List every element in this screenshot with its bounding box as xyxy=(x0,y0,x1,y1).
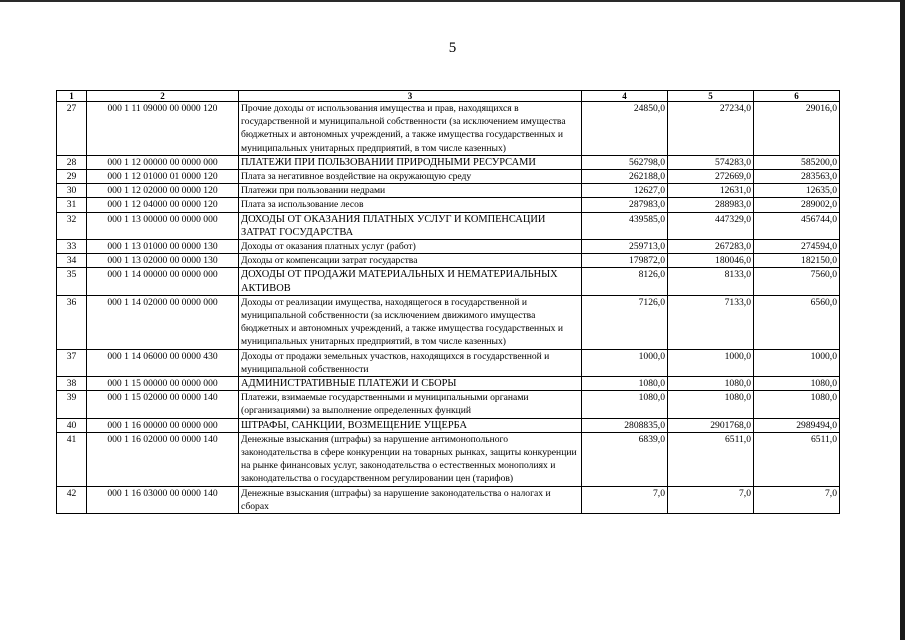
row-value-2: 267283,0 xyxy=(668,240,754,254)
table-row xyxy=(57,184,840,198)
row-value-2: 447329,0 xyxy=(668,212,754,239)
row-value-2: 27234,0 xyxy=(668,102,754,156)
row-value-1: 7126,0 xyxy=(582,295,668,349)
table-body xyxy=(57,102,840,514)
row-number: 29 xyxy=(57,170,87,184)
row-number: 38 xyxy=(57,377,87,391)
row-code: 000 1 16 03000 00 0000 140 xyxy=(87,486,239,513)
column-header-value-2: 5 xyxy=(668,91,754,102)
row-number: 31 xyxy=(57,198,87,212)
row-value-3: 7560,0 xyxy=(754,268,840,295)
row-value-2: 180046,0 xyxy=(668,254,754,268)
table-row xyxy=(57,268,840,295)
row-name: Платежи при пользовании недрами xyxy=(239,184,582,198)
row-value-2: 2901768,0 xyxy=(668,418,754,432)
row-name: Плата за негативное воздействие на окружающую среду xyxy=(239,170,582,184)
row-name: ДОХОДЫ ОТ ПРОДАЖИ МАТЕРИАЛЬНЫХ И НЕМАТЕРИАЛЬНЫХ АКТИВОВ xyxy=(239,268,582,295)
row-code: 000 1 16 00000 00 0000 000 xyxy=(87,418,239,432)
table-row xyxy=(57,102,840,156)
row-code: 000 1 12 04000 00 0000 120 xyxy=(87,198,239,212)
row-value-1: 1080,0 xyxy=(582,377,668,391)
row-name: Доходы от компенсации затрат государства xyxy=(239,254,582,268)
row-number: 28 xyxy=(57,155,87,169)
row-code: 000 1 11 09000 00 0000 120 xyxy=(87,102,239,156)
row-value-2: 7,0 xyxy=(668,486,754,513)
row-name: ДОХОДЫ ОТ ОКАЗАНИЯ ПЛАТНЫХ УСЛУГ И КОМПЕНСАЦИИ ЗАТРАТ ГОСУДАРСТВА xyxy=(239,212,582,239)
row-value-3: 1080,0 xyxy=(754,377,840,391)
row-number: 39 xyxy=(57,391,87,418)
row-number: 40 xyxy=(57,418,87,432)
row-value-1: 8126,0 xyxy=(582,268,668,295)
row-code: 000 1 14 06000 00 0000 430 xyxy=(87,349,239,376)
row-name: ШТРАФЫ, САНКЦИИ, ВОЗМЕЩЕНИЕ УЩЕРБА xyxy=(239,418,582,432)
row-name: Денежные взыскания (штрафы) за нарушение законодательства о налогах и сборах xyxy=(239,486,582,513)
row-name: Доходы от оказания платных услуг (работ) xyxy=(239,240,582,254)
row-value-1: 262188,0 xyxy=(582,170,668,184)
row-number: 42 xyxy=(57,486,87,513)
row-value-2: 574283,0 xyxy=(668,155,754,169)
table-row xyxy=(57,212,840,239)
row-code: 000 1 15 00000 00 0000 000 xyxy=(87,377,239,391)
row-number: 41 xyxy=(57,432,87,486)
column-header-code: 2 xyxy=(87,91,239,102)
table-row xyxy=(57,391,840,418)
table-row xyxy=(57,155,840,169)
scan-edge-right xyxy=(900,0,905,640)
row-value-1: 6839,0 xyxy=(582,432,668,486)
row-value-1: 7,0 xyxy=(582,486,668,513)
row-number: 35 xyxy=(57,268,87,295)
table-row xyxy=(57,240,840,254)
row-name: Платежи, взимаемые государственными и муниципальными органами (организациями) за выполнение определенных функций xyxy=(239,391,582,418)
row-value-3: 1080,0 xyxy=(754,391,840,418)
table-row xyxy=(57,418,840,432)
row-code: 000 1 16 02000 00 0000 140 xyxy=(87,432,239,486)
column-header-name: 3 xyxy=(239,91,582,102)
row-value-2: 6511,0 xyxy=(668,432,754,486)
row-value-2: 288983,0 xyxy=(668,198,754,212)
row-value-3: 6511,0 xyxy=(754,432,840,486)
table-row xyxy=(57,377,840,391)
row-value-2: 1080,0 xyxy=(668,377,754,391)
row-value-1: 2808835,0 xyxy=(582,418,668,432)
row-value-3: 274594,0 xyxy=(754,240,840,254)
row-value-1: 287983,0 xyxy=(582,198,668,212)
row-number: 34 xyxy=(57,254,87,268)
row-number: 33 xyxy=(57,240,87,254)
row-value-3: 283563,0 xyxy=(754,170,840,184)
row-number: 36 xyxy=(57,295,87,349)
row-code: 000 1 12 00000 00 0000 000 xyxy=(87,155,239,169)
row-value-2: 7133,0 xyxy=(668,295,754,349)
row-name: ПЛАТЕЖИ ПРИ ПОЛЬЗОВАНИИ ПРИРОДНЫМИ РЕСУРСАМИ xyxy=(239,155,582,169)
row-value-1: 562798,0 xyxy=(582,155,668,169)
row-number: 32 xyxy=(57,212,87,239)
row-value-3: 585200,0 xyxy=(754,155,840,169)
row-value-1: 12627,0 xyxy=(582,184,668,198)
table-row xyxy=(57,486,840,513)
row-code: 000 1 13 00000 00 0000 000 xyxy=(87,212,239,239)
row-value-2: 272669,0 xyxy=(668,170,754,184)
row-name: Плата за использование лесов xyxy=(239,198,582,212)
row-value-1: 179872,0 xyxy=(582,254,668,268)
row-code: 000 1 13 01000 00 0000 130 xyxy=(87,240,239,254)
row-code: 000 1 12 02000 00 0000 120 xyxy=(87,184,239,198)
row-value-3: 182150,0 xyxy=(754,254,840,268)
row-value-1: 24850,0 xyxy=(582,102,668,156)
row-number: 37 xyxy=(57,349,87,376)
table-header-row xyxy=(57,91,840,102)
row-value-2: 1080,0 xyxy=(668,391,754,418)
row-code: 000 1 15 02000 00 0000 140 xyxy=(87,391,239,418)
column-header-value-1: 4 xyxy=(582,91,668,102)
row-code: 000 1 12 01000 01 0000 120 xyxy=(87,170,239,184)
row-value-3: 29016,0 xyxy=(754,102,840,156)
row-name: Прочие доходы от использования имущества и прав, находящихся в государственной и муниципальной собственности (за исключением имущества бюджетных и автономных учреждений, а также имущества государственных и муниципальных унитарных предприятий, в том числе казенных) xyxy=(239,102,582,156)
row-value-3: 456744,0 xyxy=(754,212,840,239)
column-header-number: 1 xyxy=(57,91,87,102)
table-row xyxy=(57,254,840,268)
row-value-3: 12635,0 xyxy=(754,184,840,198)
scan-edge-top xyxy=(0,0,905,2)
row-value-3: 1000,0 xyxy=(754,349,840,376)
row-value-2: 8133,0 xyxy=(668,268,754,295)
row-value-1: 1000,0 xyxy=(582,349,668,376)
revenue-table xyxy=(56,90,840,514)
row-name: Доходы от реализации имущества, находящегося в государственной и муниципальной собственности (за исключением движимого имущества бюджетных и автономных учреждений, а также имущества государственных и муниципальных унитарных предприятий, в том числе казенных) xyxy=(239,295,582,349)
row-value-2: 1000,0 xyxy=(668,349,754,376)
row-code: 000 1 13 02000 00 0000 130 xyxy=(87,254,239,268)
row-value-1: 1080,0 xyxy=(582,391,668,418)
row-number: 30 xyxy=(57,184,87,198)
column-header-value-3: 6 xyxy=(754,91,840,102)
table-row xyxy=(57,432,840,486)
row-value-3: 2989494,0 xyxy=(754,418,840,432)
table-row xyxy=(57,295,840,349)
row-value-3: 289002,0 xyxy=(754,198,840,212)
row-code: 000 1 14 00000 00 0000 000 xyxy=(87,268,239,295)
table-row xyxy=(57,198,840,212)
row-value-2: 12631,0 xyxy=(668,184,754,198)
row-name: Денежные взыскания (штрафы) за нарушение антимонопольного законодательства в сфере конкуренции на товарных рынках, защиты конкуренции на рынке финансовых услуг, законодательства о естественных монополиях и законодательства о государственном регулировании цен (тарифов) xyxy=(239,432,582,486)
row-name: Доходы от продажи земельных участков, находящихся в государственной и муниципальной собственности xyxy=(239,349,582,376)
row-code: 000 1 14 02000 00 0000 000 xyxy=(87,295,239,349)
row-number: 27 xyxy=(57,102,87,156)
row-value-1: 439585,0 xyxy=(582,212,668,239)
page-number: 5 xyxy=(448,40,457,56)
row-value-3: 7,0 xyxy=(754,486,840,513)
row-name: АДМИНИСТРАТИВНЫЕ ПЛАТЕЖИ И СБОРЫ xyxy=(239,377,582,391)
row-value-3: 6560,0 xyxy=(754,295,840,349)
table-row xyxy=(57,349,840,376)
row-value-1: 259713,0 xyxy=(582,240,668,254)
table-row xyxy=(57,170,840,184)
